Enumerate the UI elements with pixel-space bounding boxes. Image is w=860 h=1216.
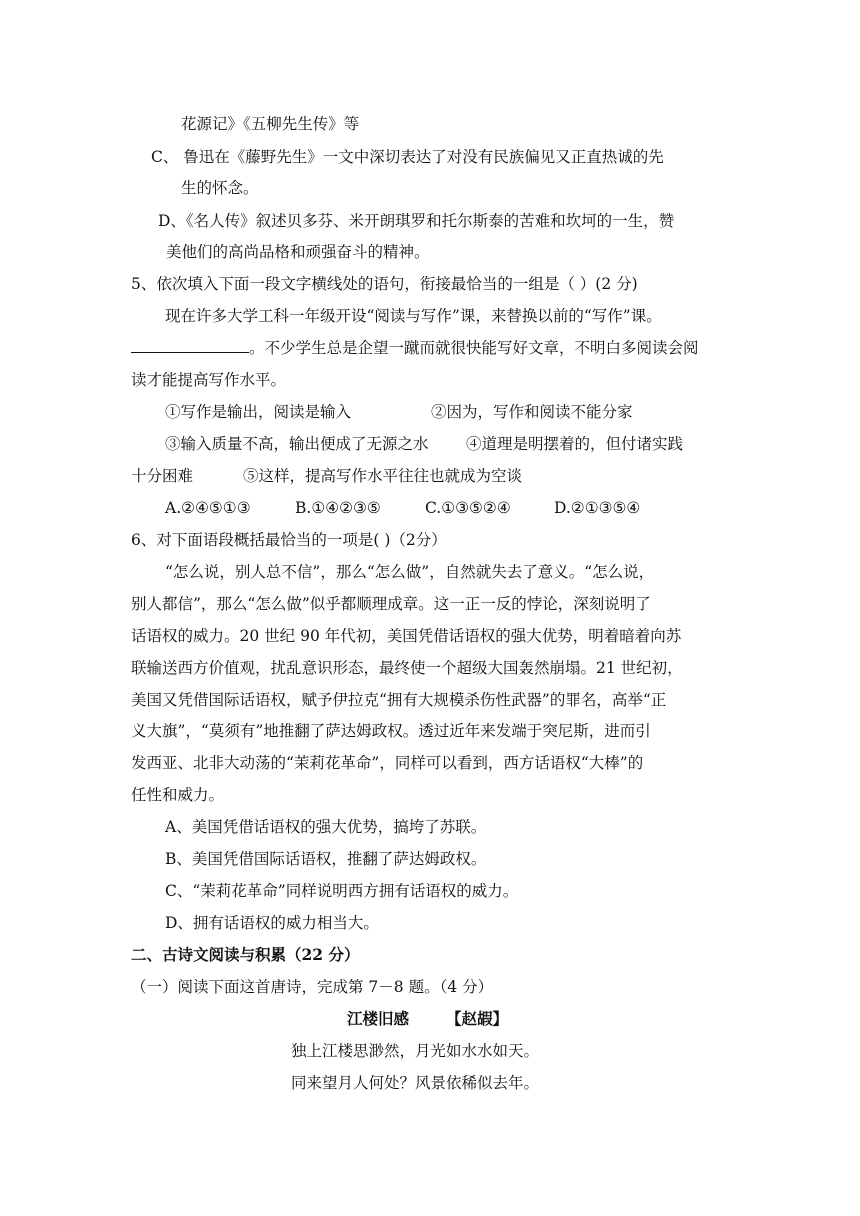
passage-line: 话语权的威力。20 世纪 90 年代初，美国凭借话语权的强大优势，明着暗着向苏 xyxy=(131,627,682,645)
poem-line: 独上江楼思渺然，月光如水水如天。 xyxy=(291,1042,540,1060)
poem-title: 江楼旧感 xyxy=(347,1009,410,1028)
passage-line: 美国又凭借国际话语权，赋予伊拉克“拥有大规模杀伤性武器”的罪名，高举“正 xyxy=(131,691,667,709)
passage-line: 别人都信”，那么“怎么做”似乎都顺理成章。这一正一反的悖论，深刻说明了 xyxy=(131,595,651,613)
answer-c: C、“茉莉花革命”同样说明西方拥有话语权的威力。 xyxy=(165,882,519,900)
text-line: 美他们的高尚品格和顽强奋斗的精神。 xyxy=(166,243,430,261)
subsection-heading: （一）阅读下面这首唐诗，完成第 7－8 题。（4 分） xyxy=(131,978,494,996)
passage-line-with-blank xyxy=(131,337,699,359)
sentence-5: ⑤这样，提高写作水平往往也就成为空谈 xyxy=(243,467,523,485)
question-5-stem: 5、依次填入下面一段文字横线处的语句，衔接最恰当的一组是（ ）(2 分) xyxy=(131,275,638,293)
passage-line: 发西亚、北非大动荡的“茉莉花革命”，同样可以看到，西方话语权“大棒”的 xyxy=(131,754,644,772)
choice-b: B.①④②③⑤ xyxy=(295,499,381,517)
text-line: 花源记》《五柳先生传》等 xyxy=(181,115,360,133)
passage-line: “怎么说，别人总不信”，那么“怎么做”，自然就失去了意义。“怎么说， xyxy=(165,563,655,581)
passage-line: 现在许多大学工科一年级开设“阅读与写作”课，来替换以前的“写作”课。 xyxy=(165,307,662,325)
passage-line: 读才能提高写作水平。 xyxy=(131,371,287,389)
poem-line: 同来望月人何处？风景依稀似去年。 xyxy=(291,1074,540,1092)
sentence-2: ②因为，写作和阅读不能分家 xyxy=(431,403,633,421)
sentence-3: ③输入质量不高，输出便成了无源之水 xyxy=(165,435,429,453)
question-6-stem: 6、对下面语段概括最恰当的一项是( )（2分） xyxy=(131,531,447,549)
passage-line: 义大旗”，“莫须有”地推翻了萨达姆政权。透过近年来发端于突尼斯，进而引 xyxy=(131,722,651,740)
choice-c: C.①③⑤②④ xyxy=(425,499,511,517)
option-d: D、《名人传》叙述贝多芬、米开朗琪罗和托尔斯泰的苦难和坎坷的一生，赞 xyxy=(158,212,675,230)
choice-d: D.②①③⑤④ xyxy=(554,499,641,517)
fill-blank[interactable] xyxy=(131,338,249,353)
passage-text: 。不少学生总是企望一蹴而就很快能写好文章，不明白多阅读会阅 xyxy=(249,339,699,357)
sentence-1: ①写作是输出，阅读是输入 xyxy=(165,403,352,421)
text-line: 生的怀念。 xyxy=(181,179,259,197)
choice-a: A.②④⑤①③ xyxy=(165,499,251,517)
answer-b: B、美国凭借国际话语权，推翻了萨达姆政权。 xyxy=(165,850,487,868)
answer-a: A、美国凭借话语权的强大优势，搞垮了苏联。 xyxy=(165,818,487,836)
section-heading: 二、古诗文阅读与积累（22 分） xyxy=(131,945,360,964)
poem-author: 【赵嘏】 xyxy=(446,1009,509,1028)
option-c: C、 鲁迅在《藤野先生》一文中深切表达了对没有民族偏见又正直热诚的先 xyxy=(151,148,664,166)
passage-line: 联输送西方价值观，扰乱意识形态，最终使一个超级大国轰然崩塌。21 世纪初， xyxy=(131,659,683,677)
sentence-4-cont: 十分困难 xyxy=(131,467,194,485)
passage-line: 任性和威力。 xyxy=(131,786,225,804)
sentence-4: ④道理是明摆着的，但付诸实践 xyxy=(466,435,684,453)
answer-d: D、拥有话语权的威力相当大。 xyxy=(165,914,379,932)
